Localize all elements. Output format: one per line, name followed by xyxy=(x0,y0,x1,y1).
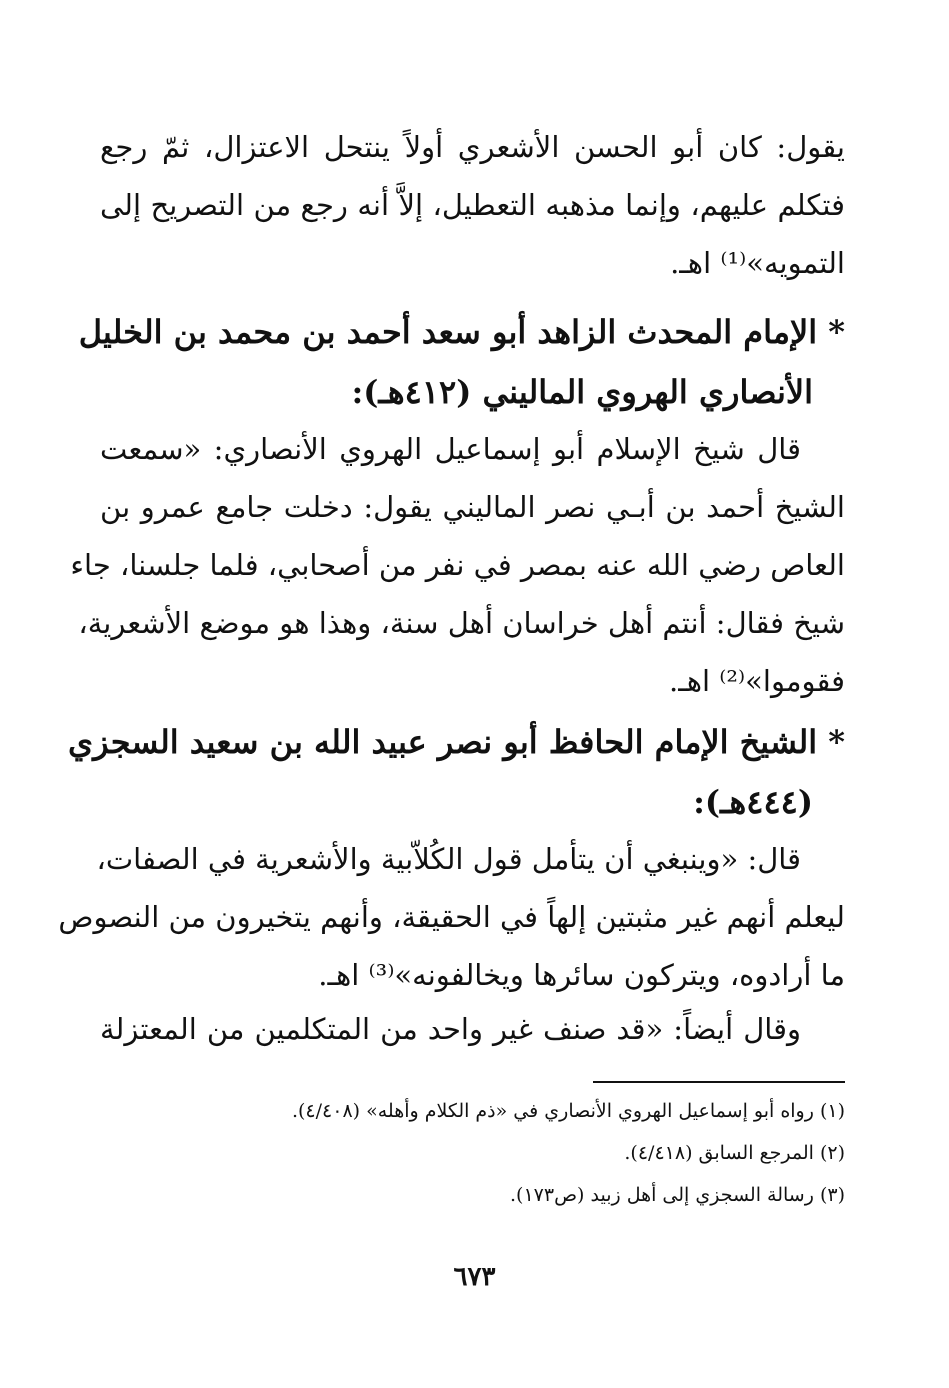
section-heading-1-line-2: الأنصاري الهروي الماليني (٤١٢هـ): xyxy=(351,373,813,411)
footnote-separator xyxy=(593,1081,845,1083)
paragraph-1 xyxy=(100,118,845,292)
paragraph-2-line-2: الشيخ أحمد بن أبـي نصر الماليني يقول: دخلت جامع عمرو بن xyxy=(100,490,845,524)
section-heading-2-line-1: * الشيخ الإمام الحافظ أبو نصر عبيد الله بن سعيد السجزي xyxy=(68,723,845,761)
section-heading-2 xyxy=(68,712,845,832)
paragraph-3-line-1: قال: «وينبغي أن يتأمل قول الكُلاّبية والأشعرية في الصفات، xyxy=(96,842,801,876)
paragraph-3-line-2: ليعلم أنهم غير مثبتين إلهاً في الحقيقة، وأنهم يتخيرون من النصوص xyxy=(58,900,845,934)
footnote-2: (٢) المرجع السابق (٤/٤١٨). xyxy=(624,1142,845,1164)
section-heading-1 xyxy=(78,302,845,422)
paragraph-4 xyxy=(100,1000,845,1058)
footnote-1: (١) رواه أبو إسماعيل الهروي الأنصاري في «ذم الكلام وأهله» (٤/٤٠٨). xyxy=(291,1100,845,1122)
paragraph-3-line-3: ما أرادوه، ويتركون سائرها ويخالفونه»⁽³⁾ اهـ. xyxy=(318,958,845,992)
page-number: ٦٧٣ xyxy=(453,1262,496,1292)
paragraph-2 xyxy=(70,420,845,710)
paragraph-1-line-2: فتكلم عليهم، وإنما مذهبه التعطيل، إلاَّ أنه رجع من التصريح إلى xyxy=(100,188,845,222)
paragraph-3 xyxy=(58,830,845,1004)
paragraph-1-line-1: يقول: كان أبو الحسن الأشعري أولاً ينتحل الاعتزال، ثمّ رجع xyxy=(100,130,846,164)
paragraph-2-line-1: قال شيخ الإسلام أبو إسماعيل الهروي الأنصاري: «سمعت xyxy=(100,432,801,466)
section-heading-1-line-1: * الإمام المحدث الزاهد أبو سعد أحمد بن محمد بن الخليل xyxy=(78,313,845,351)
section-heading-2-line-2: (٤٤٤هـ): xyxy=(693,783,813,821)
paragraph-2-line-5: فقوموا»⁽²⁾ اهـ. xyxy=(669,664,845,698)
paragraph-4-line-1: وقال أيضاً: «قد صنف غير واحد من المتكلمين من المعتزلة xyxy=(100,1012,801,1046)
paragraph-2-line-3: العاص رضي الله عنه بمصر في نفر من أصحابي، فلما جلسنا، جاء xyxy=(70,548,845,582)
footnote-3: (٣) رسالة السجزي إلى أهل زبيد (ص١٧٣). xyxy=(509,1184,845,1206)
paragraph-2-line-4: شيخ فقال: أنتم أهل خراسان أهل سنة، وهذا هو موضع الأشعرية، xyxy=(78,606,845,640)
paragraph-1-line-3: التمويه»⁽¹⁾ اهـ. xyxy=(670,246,845,280)
